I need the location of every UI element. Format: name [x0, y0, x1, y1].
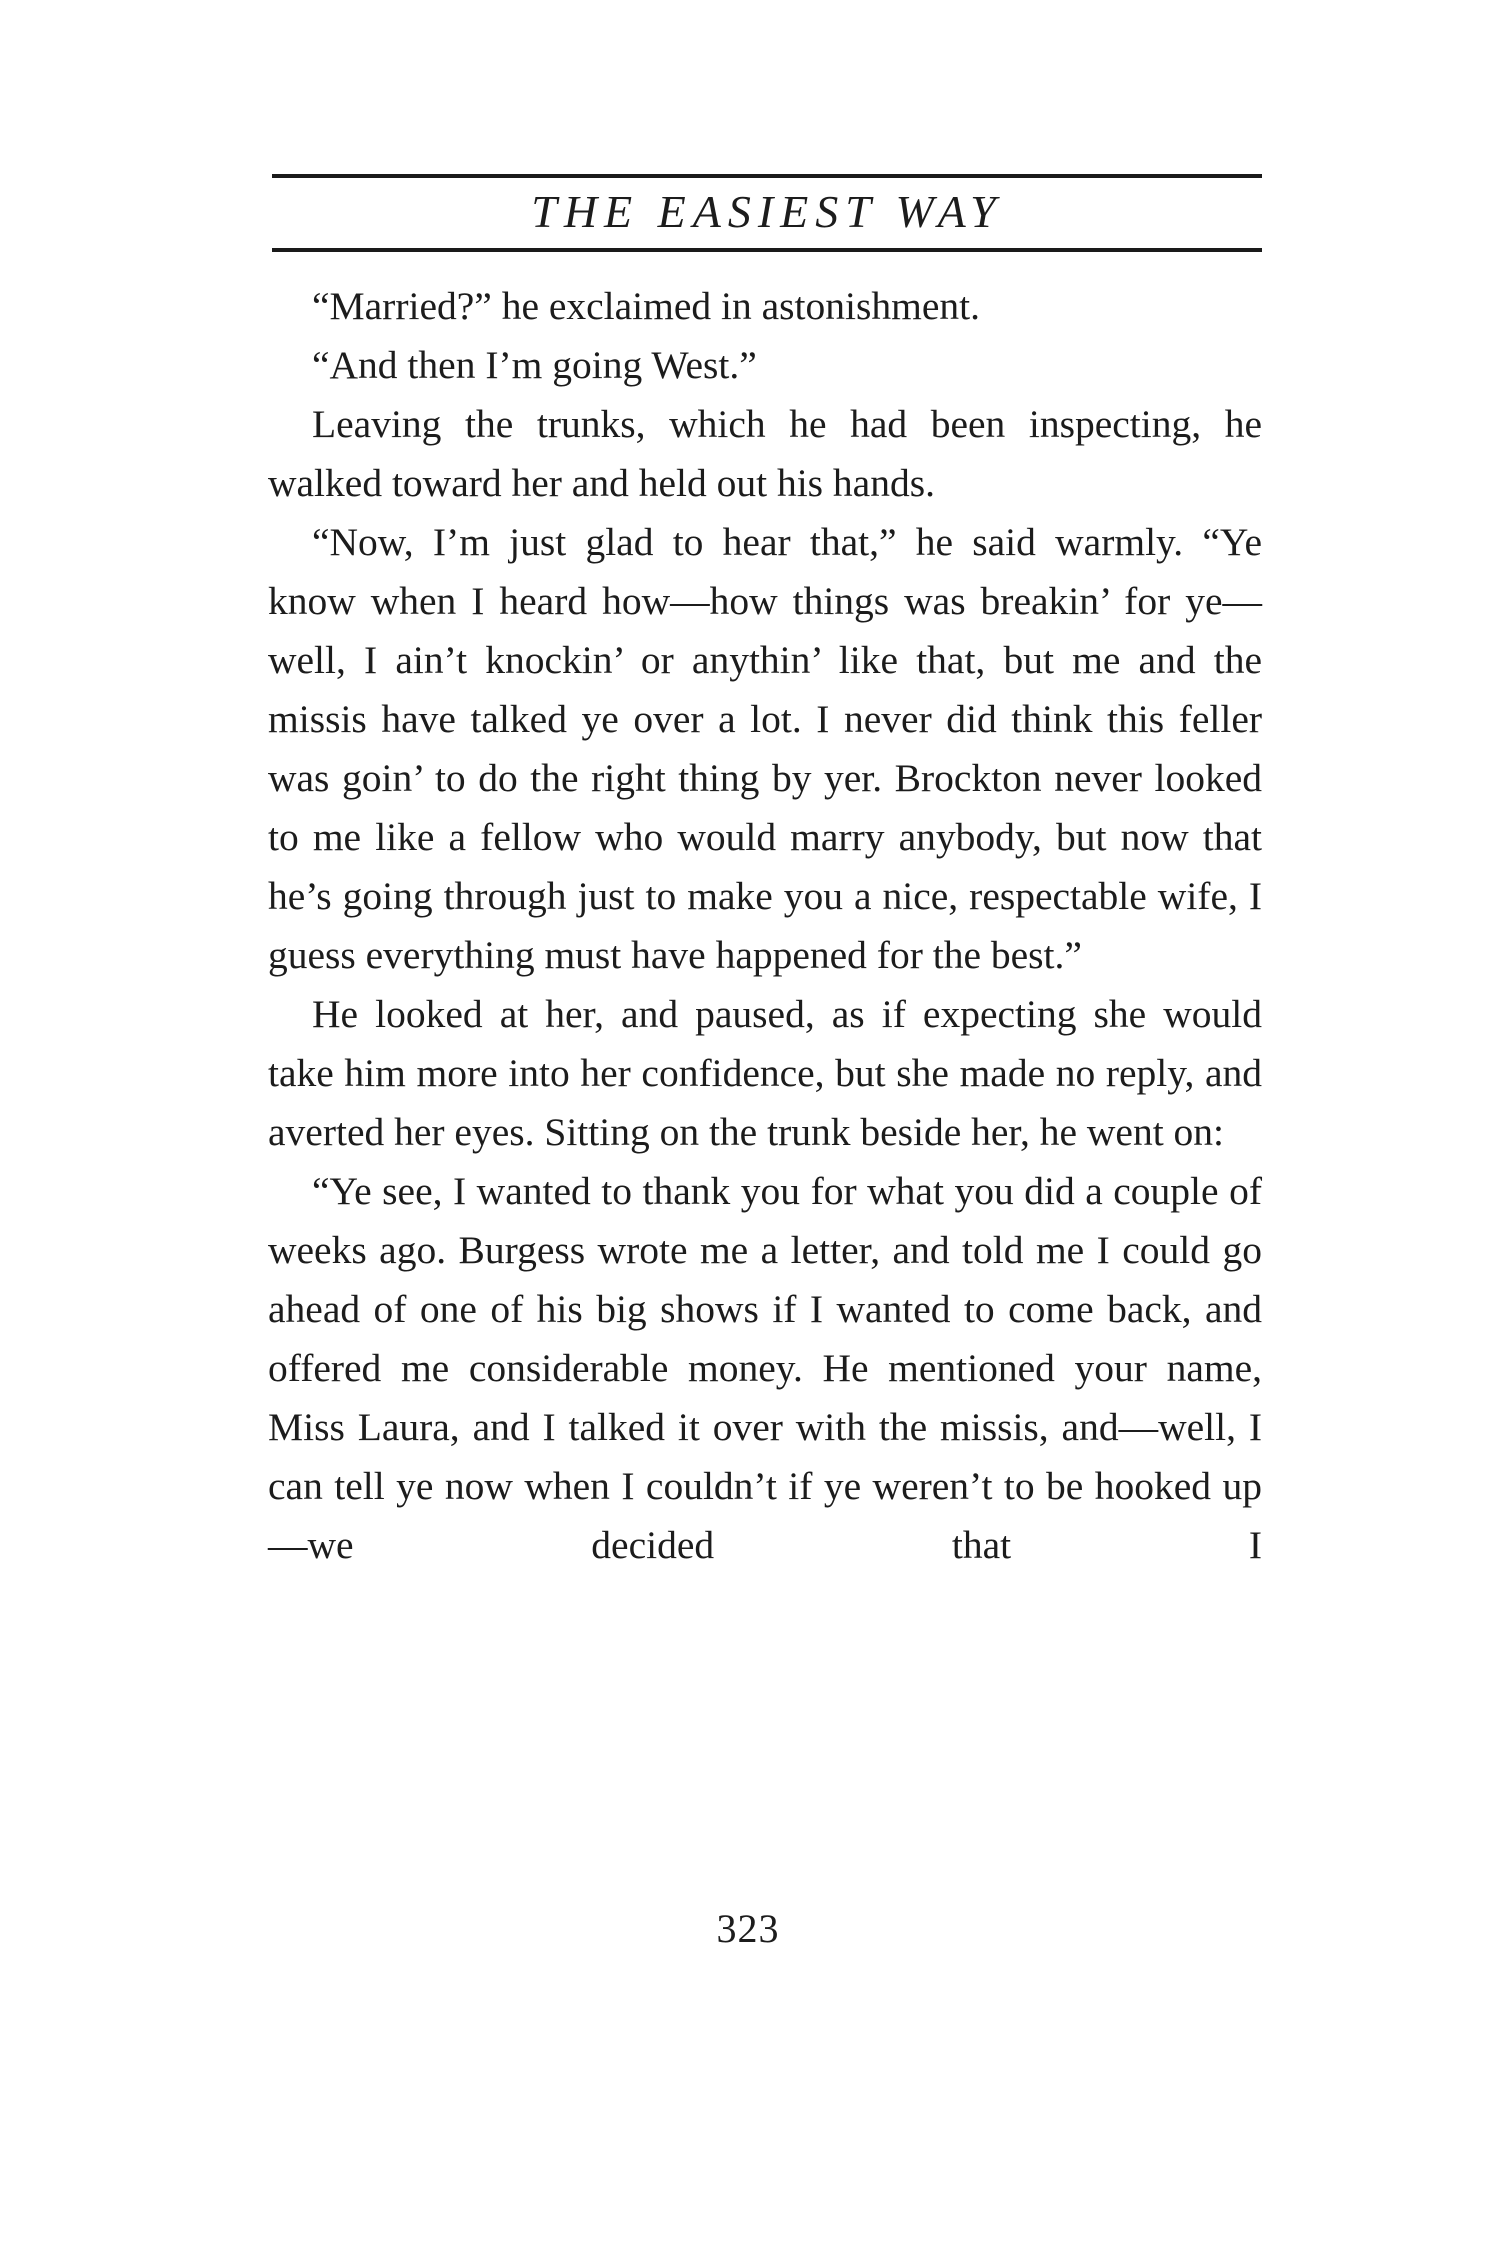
page-number: 323 — [716, 1906, 780, 1951]
running-head — [272, 174, 1262, 252]
body-text — [268, 277, 1262, 1575]
paragraph: “And then I’m going West.” — [312, 343, 757, 387]
running-head-title: THE EASIEST WAY — [531, 186, 1003, 237]
paragraph: “Married?” he exclaimed in astonishment. — [312, 284, 980, 328]
paragraph: He looked at her, and paused, as if expecting she would take him more into her confidence, but she made no reply, and averted her eyes. Sitting on the trunk beside her, he went on: — [268, 992, 1262, 1154]
paragraph: “Ye see, I wanted to thank you for what you did a couple of weeks ago. Burgess wrote me a letter, and told me I could go ahead of one of his big shows if I wanted to come back, and offered me considerable money. He mentioned your name, Miss Laura, and I talked it over with the missis, and—well, I can tell ye now when I couldn’t if ye weren’t to be hooked up—we decided that I — [268, 1169, 1262, 1567]
header-rule-top — [272, 174, 1262, 178]
paragraph: Leaving the trunks, which he had been inspecting, he walked toward her and held out his hands. — [268, 402, 1262, 505]
header-rule-bottom — [272, 248, 1262, 252]
paragraph: “Now, I’m just glad to hear that,” he said warmly. “Ye know when I heard how—how things was breakin’ for ye—well, I ain’t knockin’ or anythin’ like that, but me and the missis have talked ye over a lot. I never did think this feller was goin’ to do the right thing by yer. Brockton never looked to me like a fellow who would marry anybody, but now that he’s going through just to make you a nice, respectable wife, I guess everything must have happened for the best.” — [268, 520, 1262, 977]
